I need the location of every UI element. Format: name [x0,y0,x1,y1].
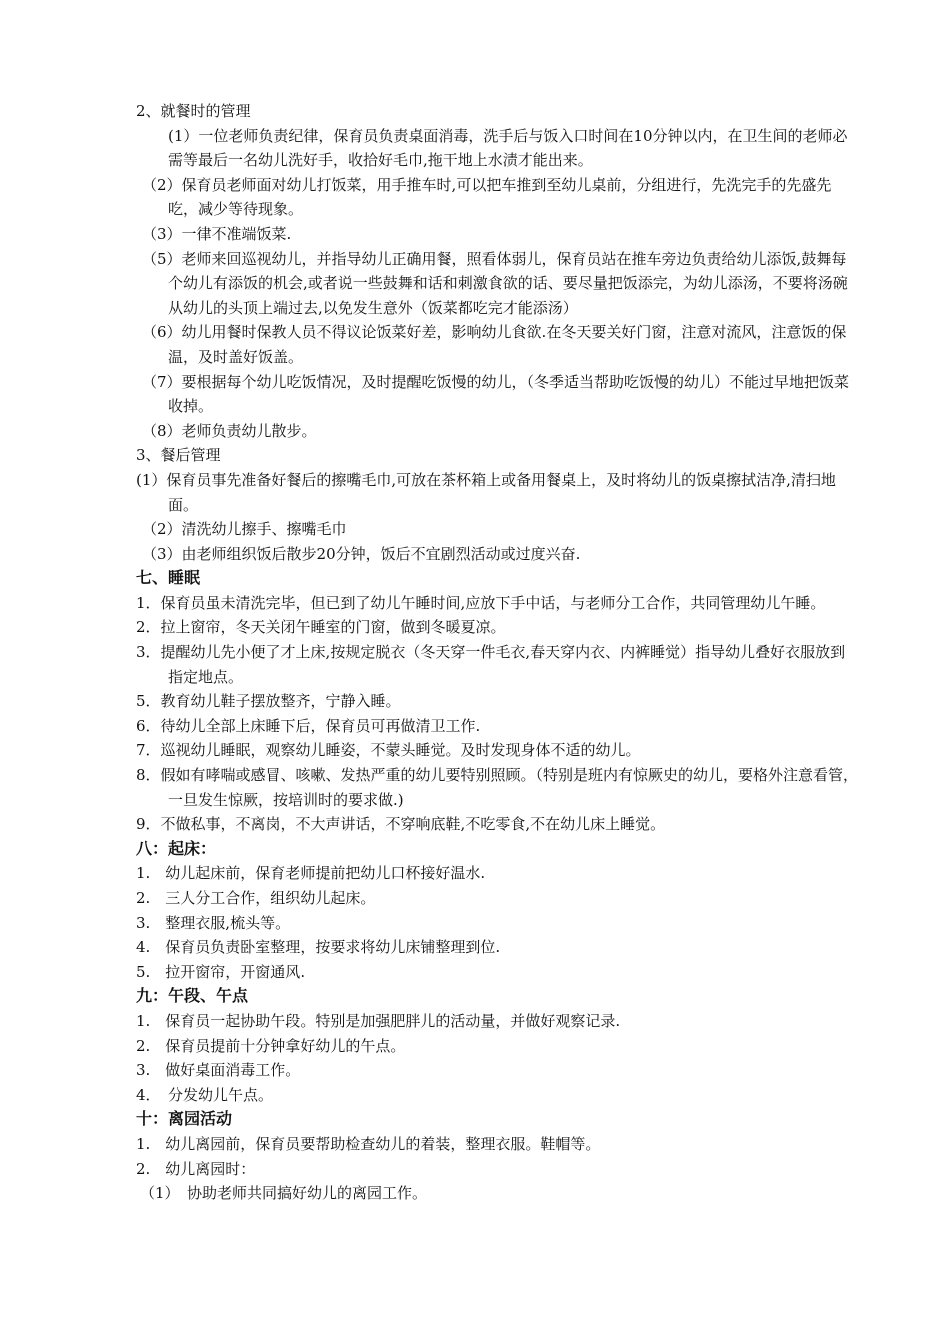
list-item: （2）保育员老师面对幼儿打饭菜，用手推车时,可以把车推到至幼儿桌前，分组进行，先洗完手的先盛先吃，减少等待现象。 [142,175,832,219]
heading-wake-up: 八：起床： [136,838,217,858]
list-item: 8．假如有哮喘或感冒、咳嗽、发热严重的幼儿要特别照顾。（特别是班内有惊厥史的幼儿，要格外注意看管，一旦发生惊厥，按培训时的要求做.) [136,766,859,809]
list-item: （5）老师来回巡视幼儿，并指导幼儿正确用餐，照看体弱儿，保育员站在推车旁边负责给幼儿添饭,鼓舞每个幼儿有添饭的机会,或者说一些鼓舞和话和刺激食欲的话、要尽量把饭添完，为幼儿添汤，不要将汤碗从幼儿的头顶上端过去,以免发生意外（饭菜都吃完才能添汤） [142,249,848,317]
list-item: (1）保育员事先准备好餐后的擦嘴毛巾,可放在茶杯箱上或备用餐桌上，及时将幼儿的饭桌擦拭洁净,清扫地面。 [136,470,836,514]
list-item: 2. 三人分工合作，组织幼儿起床。 [136,889,376,907]
list-item: （8）老师负责幼儿散步。 [142,421,317,440]
list-item: 7．巡视幼儿睡眠，观察幼儿睡姿，不蒙头睡觉。及时发现身体不适的幼儿。 [136,741,641,760]
list-item: (1）一位老师负责纪律，保育员负责桌面消毒，洗手后与饭入口时间在10分钟以内，在卫生间的老师必需等最后一名幼儿洗好手，收拾好毛巾,拖干地上水渍才能出来。 [168,126,848,170]
heading-sleep: 七、睡眠 [136,568,201,588]
list-item: （3）一律不准端饭菜. [142,224,292,243]
list-item: （7）要根据每个幼儿吃饭情况，及时提醒吃饭慢的幼儿，（冬季适当帮助吃饭慢的幼儿）不能过早地把饭菜收掉。 [142,372,850,416]
heading-afternoon: 九：午段、午点 [136,986,249,1006]
list-item: 2. 保育员提前十分钟拿好幼儿的午点。 [136,1036,406,1055]
list-item: 6．待幼儿全部上床睡下后，保育员可再做清卫工作. [136,716,481,735]
list-item: 2．拉上窗帘，冬天关闭午睡室的门窗，做到冬暖夏凉。 [136,618,506,637]
list-item: 4. 保育员负责卧室整理，按要求将幼儿床铺整理到位. [136,938,501,957]
list-item: （1） 协助老师共同搞好幼儿的离园工作。 [140,1184,428,1203]
list-item: （3）由老师组织饭后散步20分钟，饭后不宜剧烈活动或过度兴奋. [142,544,581,563]
list-item: （2）清洗幼儿擦手、擦嘴毛巾 [142,520,347,539]
section-3-title: 3、餐后管理 [136,446,221,465]
heading-departure: 十：离园活动 [136,1109,233,1129]
list-item: 1. 幼儿离园前，保育员要帮助检查幼儿的着装，整理衣服。鞋帽等。 [136,1134,601,1153]
list-item: 3. 整理衣服,梳头等。 [136,913,291,932]
list-item: 5．教育幼儿鞋子摆放整齐，宁静入睡。 [136,692,401,711]
list-item: 3．提醒幼儿先小便了才上床,按规定脱衣（冬天穿一件毛衣,春天穿内衣、内裤睡觉）指导幼儿叠好衣服放到指定地点。 [136,643,846,686]
list-item: 3. 做好桌面消毒工作。 [136,1061,301,1080]
list-item: 1．保育员虽未清洗完毕，但已到了幼儿午睡时间,应放下手中话，与老师分工合作，共同管理幼儿午睡。 [136,593,826,612]
list-item: 1. 幼儿起床前，保育老师提前把幼儿口杯接好温水. [136,864,486,883]
list-item: 5. 拉开窗帘，开窗通风. [136,962,306,981]
list-item: 9．不做私事，不离岗，不大声讲话，不穿响底鞋,不吃零食,不在幼儿床上睡觉。 [136,815,666,834]
list-item: 2. 幼儿离园时： [136,1159,256,1178]
section-2-title: 2、就餐时的管理 [136,102,251,120]
list-item: 1. 保育员一起协助午段。特别是加强肥胖儿的活动量，并做好观察记录. [136,1011,621,1030]
list-item: 4． 分发幼儿午点。 [136,1085,274,1104]
list-item: （6）幼儿用餐时保教人员不得议论饭菜好差，影响幼儿食欲.在冬天要关好门窗，注意对流风，注意饭的保温，及时盖好饭盖。 [142,323,847,366]
